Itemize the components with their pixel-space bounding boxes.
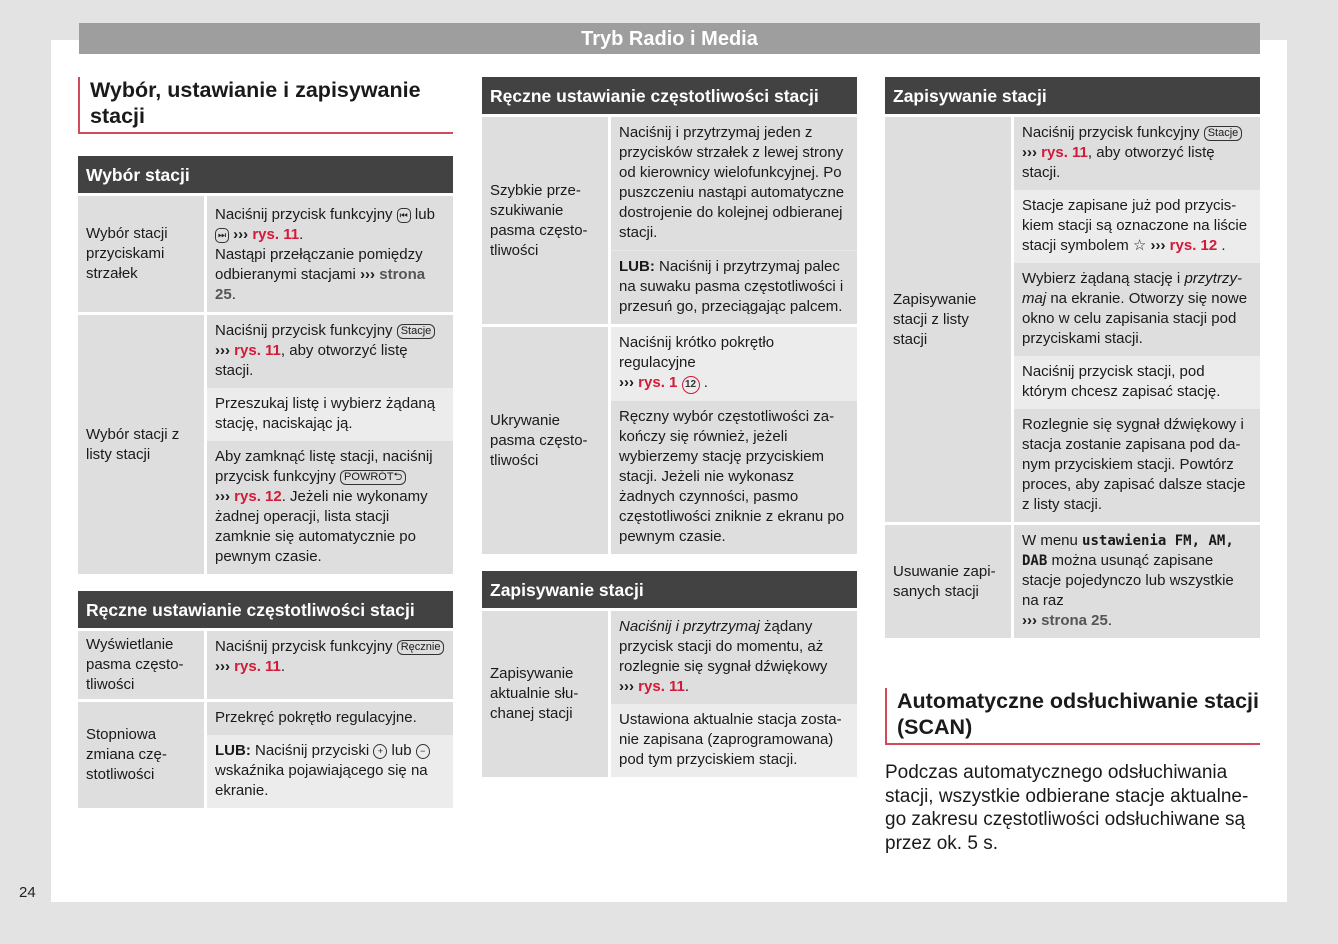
table-row [78,702,453,808]
table-row [482,117,857,324]
minus-icon: − [416,744,430,759]
figure-link[interactable]: rys. 12 [234,488,282,505]
row-label: Ukrywanie pasma częstotliwości [482,327,608,554]
back-key: POWRÓT⮌ [340,470,406,485]
figure-link[interactable]: rys. 11 [234,658,281,675]
row-cell: Ręczny wybór częstotliwości zakończy się również, jeżeli wybierzemy stację przyciskiem stacji. Jeżeli nie wykonasz żadnych czynności, pasmo częstotliwości zniknie z ekranu po pewnym czasie. [611,401,857,554]
row-cell: LUB: Naciśnij i przytrzymaj palec na suwaku pasma częstotliwości i przesuń go, przeciągając palcem. [611,250,857,324]
arrow-icon: ››› [215,342,230,359]
row-label: Zapisywanie stacji z listy stacji [885,117,1011,522]
stacje-key: Stacje [1204,126,1243,141]
row-label: Szybkie przeszukiwanie pasma częstotliwości [482,117,608,324]
page-number: 24 [19,884,36,901]
row-label: Usuwanie zapisanych stacji [885,525,1011,638]
row-label: Stopniowa zmiana częstotliwości [78,702,204,808]
table-saving-current [482,571,857,777]
row-cell: Naciśnij i przytrzymaj żądany przycisk stacji do momentu, aż rozlegnie się sygnał dźwiękowy ››› rys. 11. [611,611,857,704]
prev-track-icon: ⏮ [397,208,411,223]
plus-icon: + [373,744,387,759]
row-cell: Naciśnij przycisk funkcyjny ⏮ lub ⏭ ››› rys. 11. Nastąpi przełączanie pomiędzy odbieranymi stacjami ››› strona 25. [207,196,453,312]
table-station-selection [78,156,453,574]
figure-link[interactable]: rys. 11 [234,342,281,359]
callout-number-icon: 12 [682,376,700,394]
page-link[interactable]: strona 25 [1041,612,1108,629]
table-header: Zapisywanie stacji [885,77,1260,114]
stacje-key: Stacje [397,324,436,339]
table-header: Ręczne ustawianie częstotliwości stacji [482,77,857,114]
arrow-icon: ››› [619,678,634,695]
figure-link[interactable]: rys. 1 [638,374,678,391]
table-row [78,631,453,699]
page-link[interactable]: strona 25 [215,266,426,303]
table-header: Wybór stacji [78,156,453,193]
figure-link[interactable]: rys. 12 [1169,237,1218,254]
menu-path: ustawienia FM, AM, DAB [1022,533,1234,569]
row-cell: Naciśnij przycisk funkcyjny Ręcznie ››› rys. 11. [207,631,453,699]
table-header: Zapisywanie stacji [482,571,857,608]
column-3 [885,77,1260,855]
arrow-icon: ››› [1150,237,1166,254]
section-heading: Wybór, ustawianie i zapisywanie stacji [78,77,453,134]
figure-link[interactable]: rys. 11 [1041,144,1088,161]
table-header: Ręczne ustawianie częstotliwości stacji [78,591,453,628]
arrow-icon: ››› [1022,612,1037,629]
arrow-icon: ››› [215,488,230,505]
row-cell: Naciśnij przycisk funkcyjny Stacje ››› rys. 11, aby otworzyć listę stacji. [207,315,453,388]
table-manual-frequency [78,591,453,808]
row-cell: Przeszukaj listę i wybierz żądaną stację, naciskając ją. [207,388,453,441]
table-row [885,117,1260,522]
scan-paragraph: Podczas automatycznego odsłuchiwania stacji, wszystkie odbierane stacje aktualnego zakresu częstotliwości odsłuchiwane są przez ok. 5 s. [885,762,1249,854]
arrow-icon: ››› [1022,144,1037,161]
row-cell: Naciśnij przycisk funkcyjny Stacje ››› rys. 11, aby otworzyć listę stacji. [1014,117,1260,190]
table-row [885,525,1260,638]
row-cell: Stacje zapisane już pod przyciskiem stacji są oznaczone na liście stacji symbolem ☆ ››› rys. 12 . [1014,190,1260,263]
row-label: Zapisywanie aktualnie słuchanej stacji [482,611,608,777]
row-cell: Ustawiona aktualnie stacja zostanie zapisana (zaprogramowana) pod tym przyciskiem stacji. [611,704,857,777]
row-cell: LUB: Naciśnij przyciski + lub − wskaźnika pojawiającego się na ekranie. [207,735,453,808]
row-cell: W menu ustawienia FM, AM, DAB można usunąć zapisane stacje pojedynczo lub wszystkie na raz ››› strona 25. [1014,525,1260,638]
table-row [482,611,857,777]
figure-link[interactable]: rys. 11 [252,226,300,243]
table-saving-from-list [885,77,1260,638]
row-cell: Rozlegnie się sygnał dźwiękowy i stacja zostanie zapisana pod danym przyciskiem stacji. Powtórz proces, aby zapisać dalsze stacje z listy stacji. [1014,409,1260,522]
row-cell: Naciśnij przycisk stacji, pod którym chcesz zapisać stację. [1014,356,1260,409]
row-cell: Naciśnij krótko pokrętło regulacyjne ››› rys. 1 12 . [611,327,857,401]
table-row [78,196,453,312]
section-heading-scan: Automatyczne odsłuchiwanie stacji (SCAN) [885,688,1260,745]
arrow-icon: ››› [233,226,249,243]
row-cell: Przekręć pokrętło regulacyjne. [207,702,453,735]
column-1 [78,77,453,825]
arrow-icon: ››› [619,374,634,391]
table-manual-frequency-2 [482,77,857,554]
row-cell: Wybierz żądaną stację i przytrzymaj na ekranie. Otworzy się nowe okno w celu zapisania stacji pod przyciskami stacji. [1014,263,1260,356]
figure-link[interactable]: rys. 11 [638,678,685,695]
row-label: Wybór stacji z listy stacji [78,315,204,574]
arrow-icon: ››› [215,658,230,675]
row-label: Wybór stacji przyciskami strzałek [78,196,204,312]
chapter-title-bar: Tryb Radio i Media [79,23,1260,54]
column-2 [482,77,857,794]
table-row [482,327,857,554]
row-label: Wyświetlanie pasma częstotliwości [78,631,204,699]
row-cell: Naciśnij i przytrzymaj jeden z przycisków strzałek z lewej strony od kierownicy wielofunkcyjnej. Po puszczeniu nastąpi automatyczne dostrojenie do kolejnej odbieranej stacji. [611,117,857,250]
manual-key: Ręcznie [397,640,445,655]
table-row [78,315,453,574]
next-track-icon: ⏭ [215,228,229,243]
arrow-icon: ››› [360,266,376,283]
row-cell: Aby zamknąć listę stacji, naciśnij przycisk funkcyjny POWRÓT⮌ ››› rys. 12. Jeżeli nie wykonamy żadnej operacji, lista stacji zamknie się automatycznie po pewnym czasie. [207,441,453,574]
star-icon: ☆ [1132,237,1147,254]
